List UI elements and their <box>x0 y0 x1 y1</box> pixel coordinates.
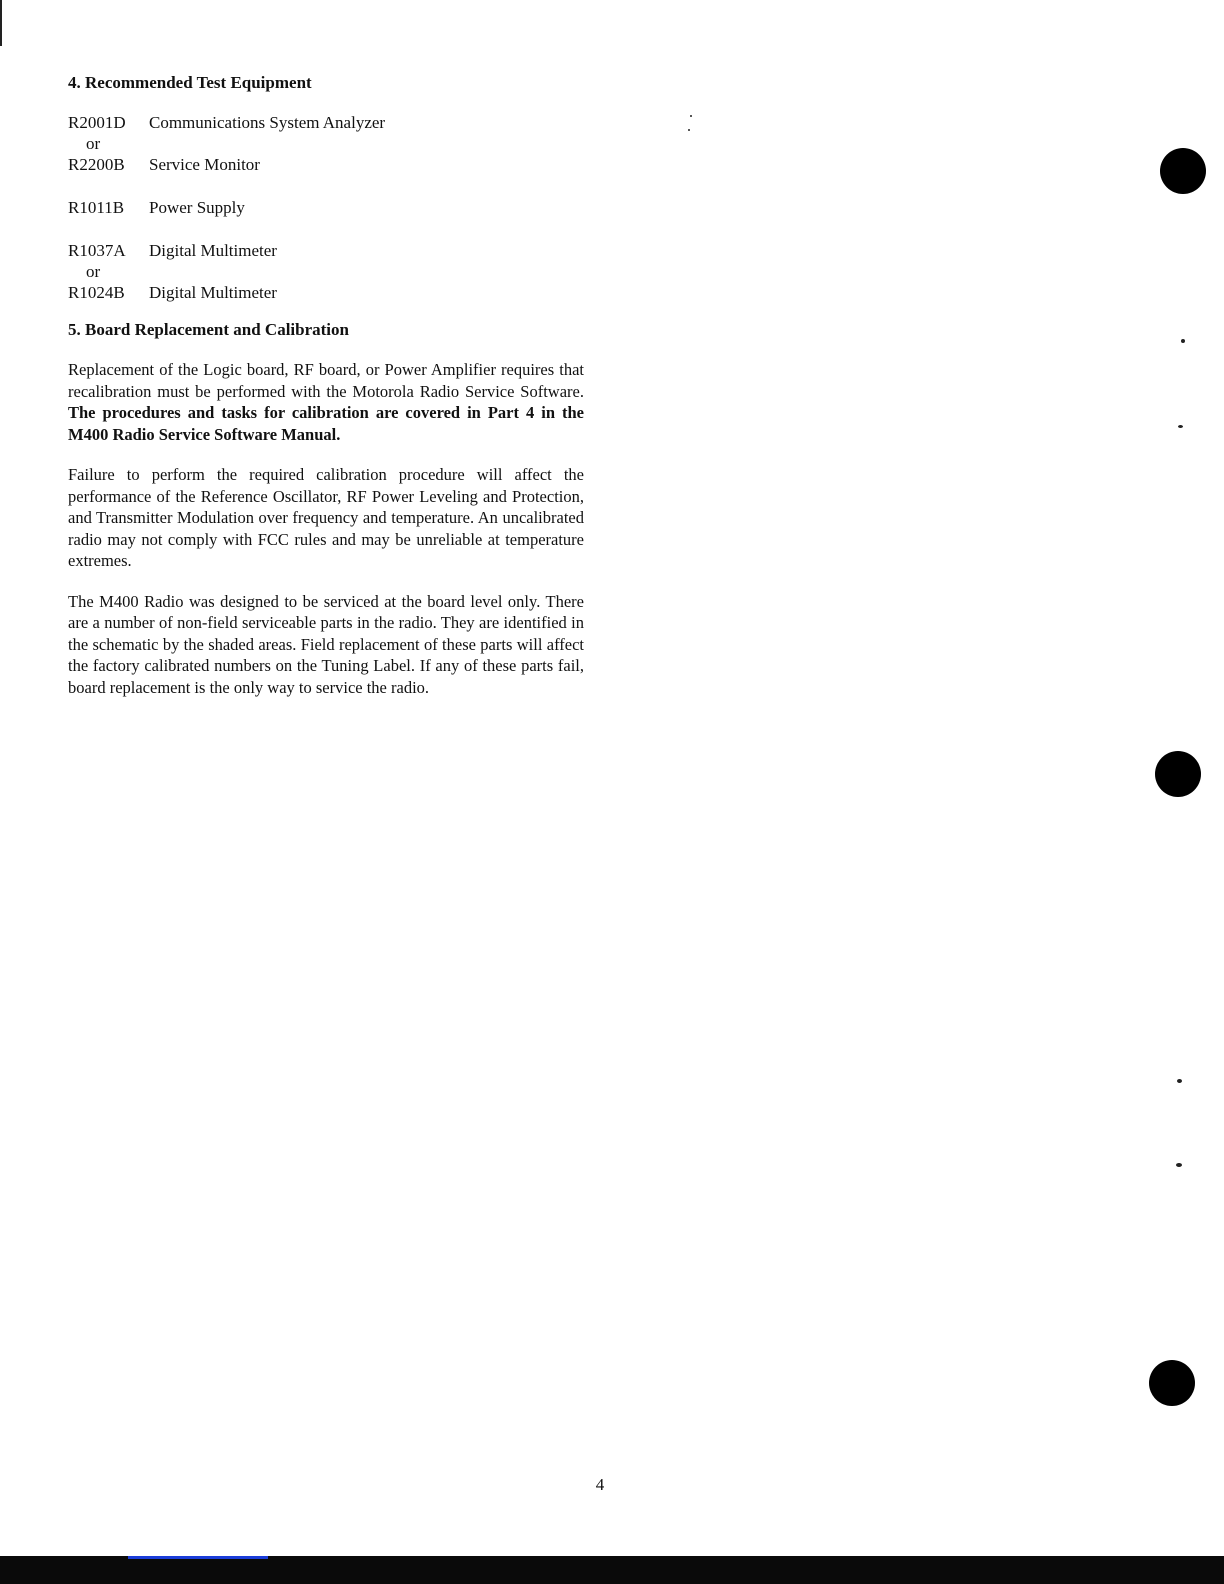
equipment-description: Communications System Analyzer <box>149 113 386 132</box>
equipment-list <box>68 112 584 303</box>
scan-speck <box>1177 1079 1182 1083</box>
equipment-description: Digital Multimeter <box>149 241 277 260</box>
section-5-heading: 5. Board Replacement and Calibration <box>68 320 349 339</box>
binder-hole-icon <box>1149 1360 1195 1406</box>
paragraph-replacement-bold: The procedures and tasks for calibration are covered in Part 4 in the M400 Radio Service Software Manual. <box>68 403 584 444</box>
equipment-code: R1037A <box>68 241 126 260</box>
page-edge-line <box>0 0 2 46</box>
equipment-code: R2001D <box>68 113 126 132</box>
scan-bottom-accent <box>128 1556 268 1559</box>
section-4-heading: 4. Recommended Test Equipment <box>68 73 312 92</box>
binder-hole-icon <box>1160 148 1206 194</box>
document-body <box>68 72 584 717</box>
equipment-or: or <box>86 134 101 153</box>
equipment-description: Digital Multimeter <box>149 283 277 302</box>
page-number: 4 <box>595 1475 605 1494</box>
paragraph-replacement-text: Replacement of the Logic board, RF board, or Power Amplifier requires that recalibration must be performed with the Motorola Radio Service Software. <box>68 360 584 401</box>
scan-speck <box>688 129 690 131</box>
equipment-item <box>68 112 584 133</box>
equipment-description: Service Monitor <box>149 155 260 174</box>
equipment-description: Power Supply <box>149 198 245 217</box>
equipment-item <box>68 282 584 303</box>
equipment-code: R1011B <box>68 198 125 217</box>
paragraph-failure: Failure to perform the required calibration procedure will affect the performance of the Reference Oscillator, RF Power Leveling and Protection, and Transmitter Modulation over frequency and temperature. An uncalibrated radio may not comply with FCC rules and may be unreliable at temperature extremes. <box>68 465 584 570</box>
equipment-item <box>68 154 584 175</box>
scan-speck <box>690 115 692 117</box>
scan-speck <box>1178 425 1183 428</box>
equipment-item <box>68 240 584 261</box>
binder-hole-icon <box>1155 751 1201 797</box>
scan-speck <box>1176 1163 1182 1167</box>
equipment-item <box>68 197 584 218</box>
scan-speck <box>1181 339 1185 343</box>
paragraph-board-level: The M400 Radio was designed to be serviced at the board level only. There are a number of non-field serviceable parts in the radio. They are identified in the schematic by the shaded areas. Field replacement of these parts will affect the factory calibrated numbers on the Tuning Label. If any of these parts fail, board replacement is the only way to service the radio. <box>68 591 584 697</box>
equipment-code: R1024B <box>68 283 125 302</box>
paragraph-replacement <box>68 359 584 445</box>
scan-bottom-edge <box>0 1556 1224 1584</box>
equipment-code: R2200B <box>68 155 125 174</box>
equipment-or: or <box>86 262 101 281</box>
